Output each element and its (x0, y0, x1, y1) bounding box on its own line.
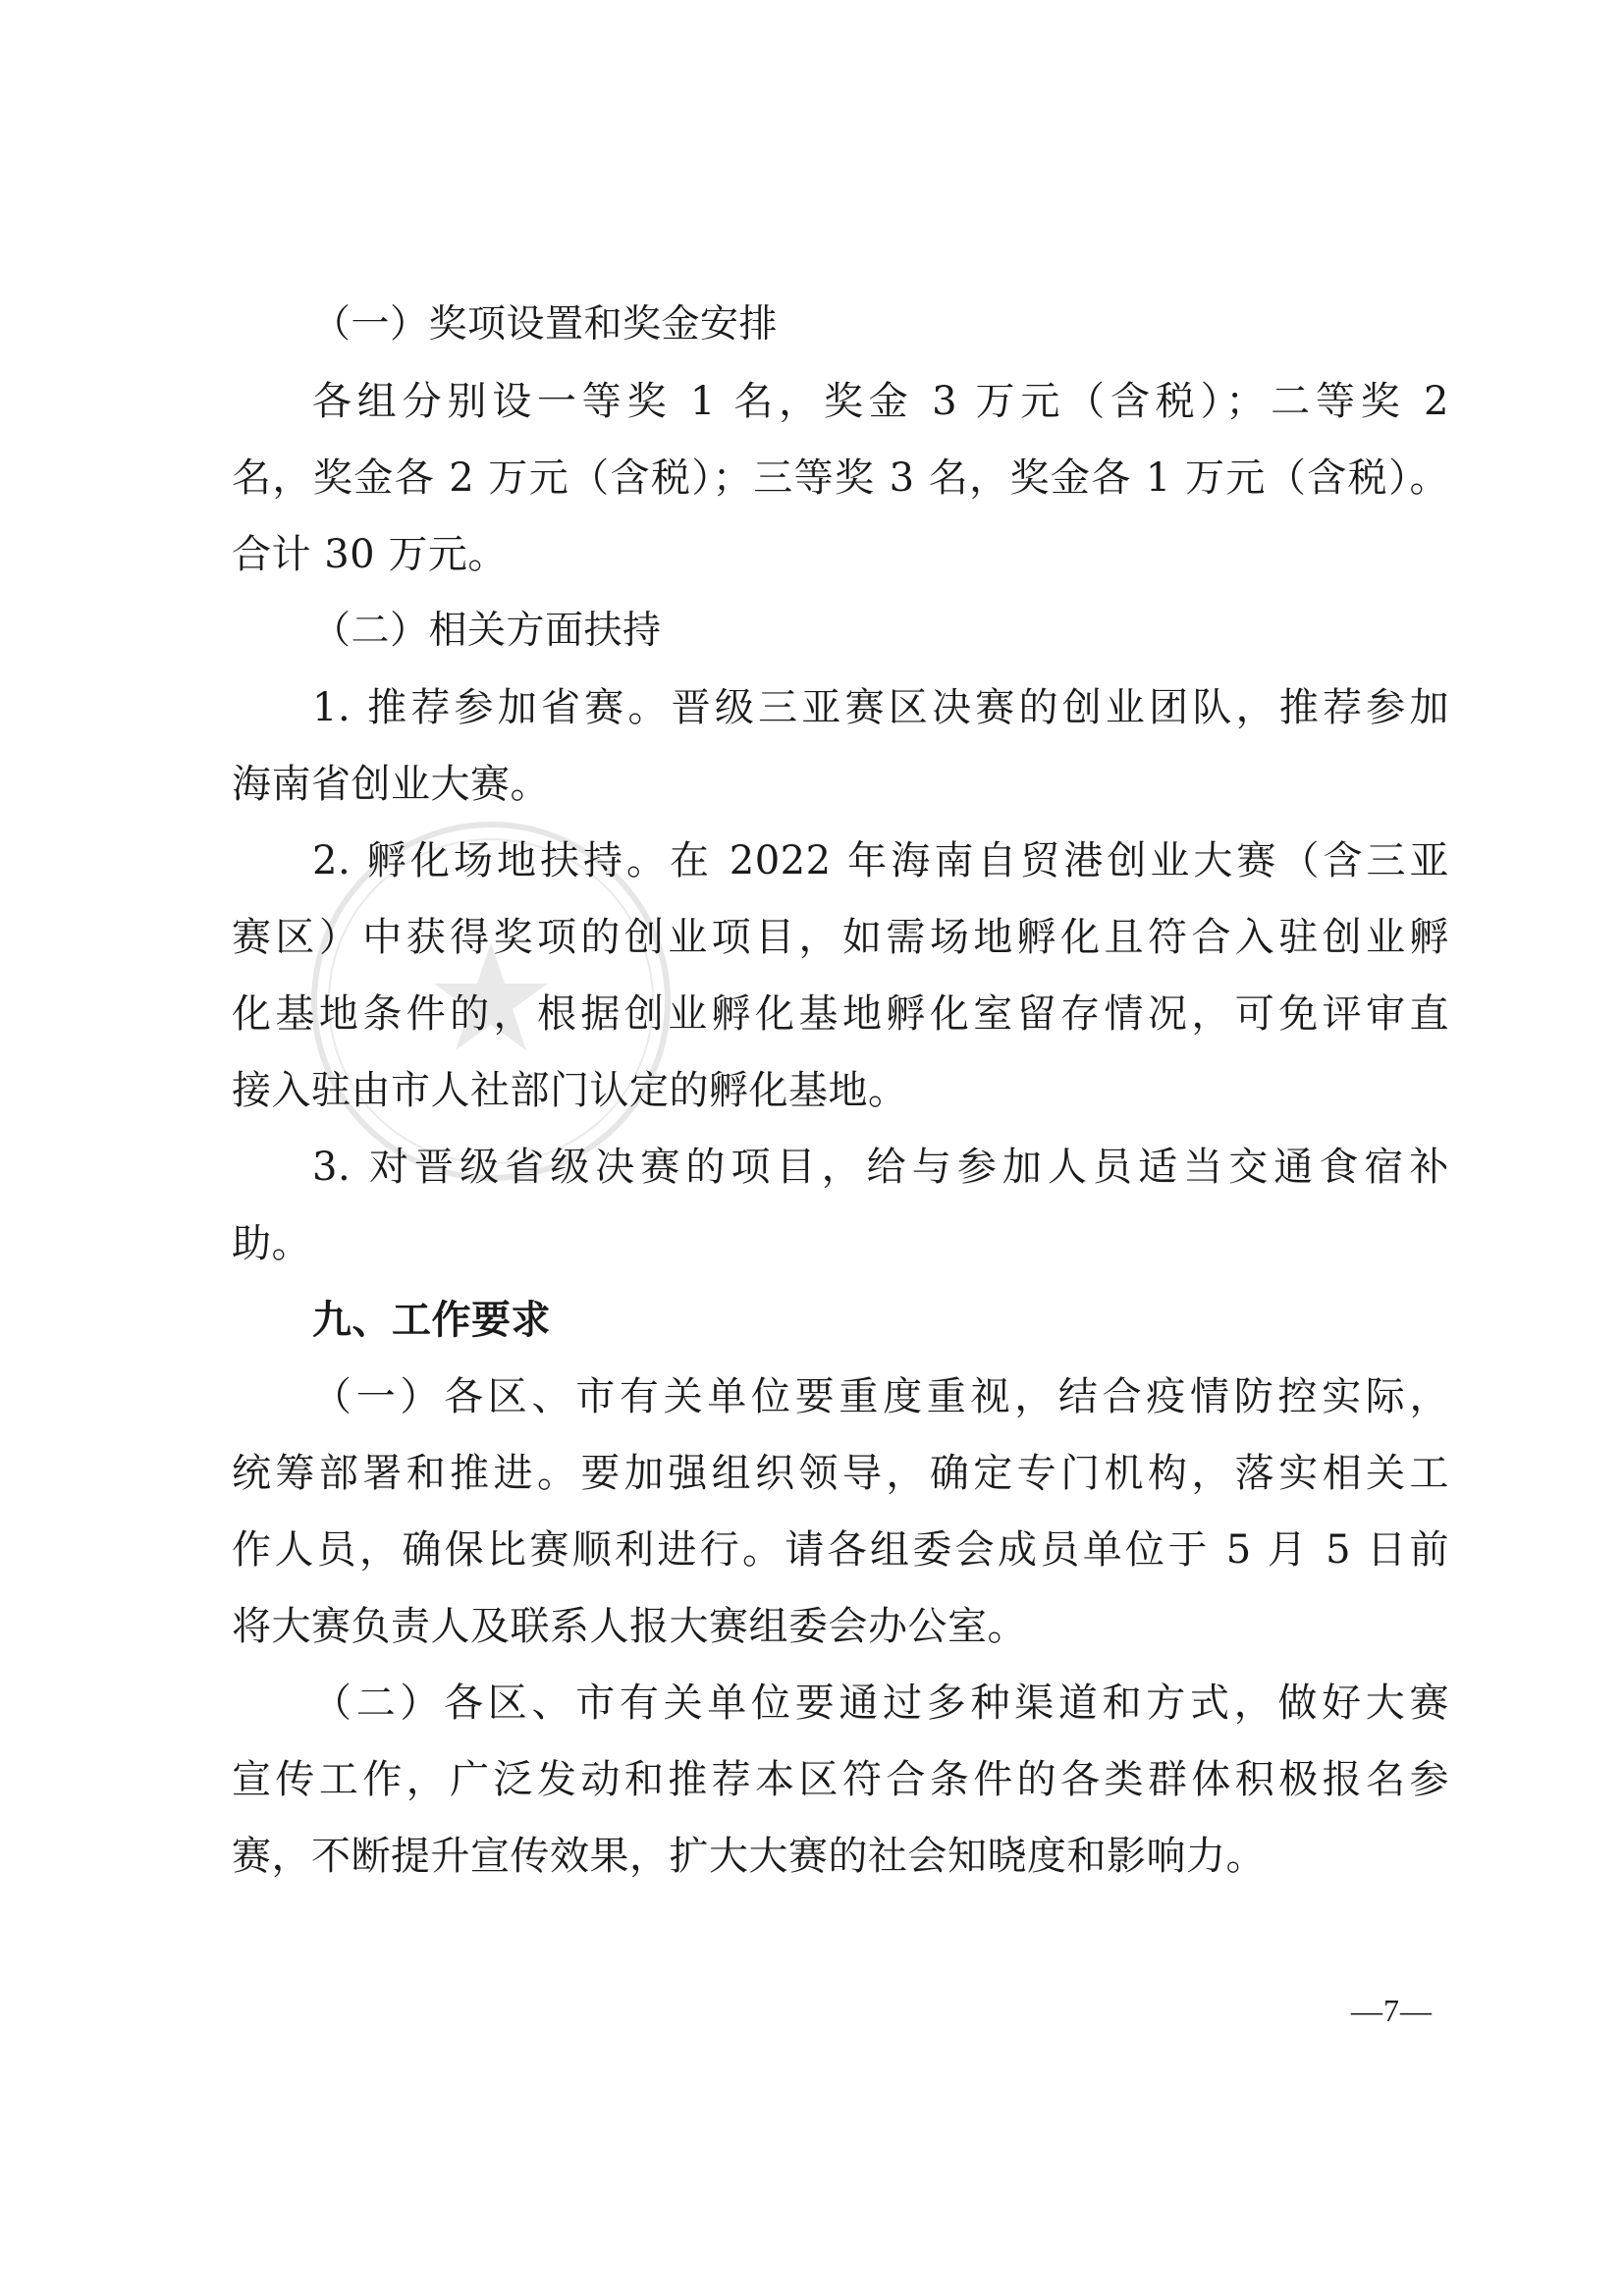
paragraph-line: （一）各区、市有关单位要重度重视，结合疫情防控实际， (312, 1374, 1449, 1419)
paragraph-line: 助。 (232, 1221, 311, 1266)
section-heading-work-requirements: 九、工作要求 (312, 1298, 551, 1343)
paragraph-line: 名，奖金各 2 万元（含税）；三等奖 3 名，奖金各 1 万元（含税）。 (232, 455, 1449, 501)
paragraph-line: 宣传工作，广泛发动和推荐本区符合条件的各类群体积极报名参 (232, 1757, 1449, 1802)
section-heading-awards: （一）奖项设置和奖金安排 (312, 302, 779, 347)
paragraph-line: 接入驻由市人社部门认定的孵化基地。 (232, 1068, 908, 1113)
paragraph-line: 赛，不断提升宣传效果，扩大大赛的社会知晓度和影响力。 (232, 1834, 1266, 1879)
paragraph-line: 海南省创业大赛。 (232, 762, 550, 807)
paragraph-line: 合计 30 万元。 (232, 532, 508, 577)
paragraph-line: 将大赛负责人及联系人报大赛组委会办公室。 (232, 1604, 1027, 1649)
paragraph-line: （二）各区、市有关单位要通过多种渠道和方式，做好大赛 (312, 1681, 1449, 1726)
paragraph-line: 作人员，确保比赛顺利进行。请各组委会成员单位于 5 月 5 日前 (232, 1527, 1449, 1573)
paragraph-line: 各组分别设一等奖 1 名，奖金 3 万元（含税）；二等奖 2 (312, 379, 1449, 424)
paragraph-line: 2. 孵化场地扶持。在 2022 年海南自贸港创业大赛（含三亚 (312, 838, 1449, 883)
paragraph-line: 赛区）中获得奖项的创业项目，如需场地孵化且符合入驻创业孵 (232, 915, 1449, 960)
paragraph-line: 3. 对晋级省级决赛的项目，给与参加人员适当交通食宿补 (312, 1145, 1449, 1190)
paragraph-line: 1. 推荐参加省赛。晋级三亚赛区决赛的创业团队，推荐参加 (312, 685, 1449, 730)
section-heading-support: （二）相关方面扶持 (312, 609, 662, 653)
page-number: —7— (1351, 1993, 1433, 2028)
document-body (232, 287, 1449, 1895)
paragraph-line: 化基地条件的，根据创业孵化基地孵化室留存情况，可免评审直 (232, 991, 1449, 1037)
paragraph-line: 统筹部署和推进。要加强组织领导，确定专门机构，落实相关工 (232, 1451, 1449, 1496)
